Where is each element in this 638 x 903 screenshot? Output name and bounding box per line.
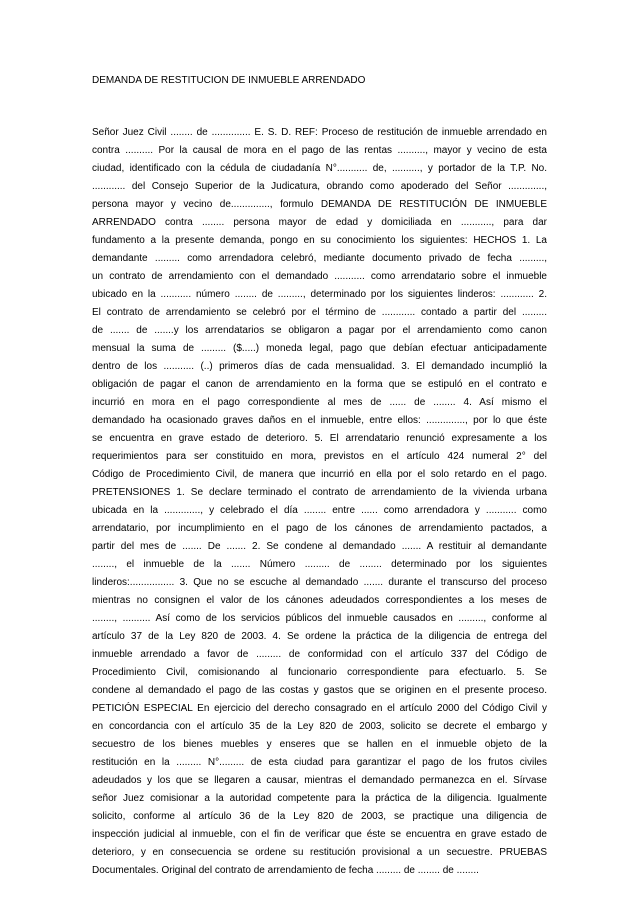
document-body-line: ............ del Consejo Superior de la Judicatura, obrando como apoderado del Señor .............,: [92, 181, 547, 192]
document-body-line: ubicado en la ........... número ........ de ........., determinado por los siguientes linderos: ............ 2.: [92, 289, 547, 300]
document-body-line: PRETENSIONES 1. Se declare terminado el contrato de arrendamiento de la vivienda urbana: [92, 487, 547, 498]
document-body-line: demandante ......... como arrendadora celebró, mediante documento privado de fecha .........,: [92, 253, 547, 264]
document-body-line: contra .......... Por la causal de mora en el pago de las rentas .........., mayor y vecino de esta: [92, 145, 547, 156]
document-body-line: adeudados y los que se llegaren a causar, mientras el demandado permanezca en el. Sírvase: [92, 775, 547, 786]
document-body-line: obligación de pagar el canon de arrendamiento en la forma que se estipuló en el contrato e: [92, 379, 547, 390]
document-body-line: persona mayor y vecino de.............., formulo DEMANDA DE RESTITUCIÓN DE INMUEBLE: [92, 199, 547, 210]
document-body-line: dentro de los ........... (..) primeros días de cada mensualidad. 3. El demandado incumplió la: [92, 361, 547, 372]
document-body-line: deterioro, y en consecuencia se ordene su restitución provisional a un secuestre. PRUEBAS: [92, 847, 547, 858]
document-body: [92, 124, 547, 880]
document-body-line: Código de Procedimiento Civil, de manera que incurrió en ella por el solo retardo en el pago.: [92, 469, 547, 480]
document-body-line: demandado ha ocasionado graves daños en el inmueble, entre ellos: .............., por lo que éste: [92, 415, 547, 426]
document-body-line: solicito, conforme al artículo 36 de la Ley 820 de 2003, se practique una diligencia de: [92, 811, 547, 822]
document-body-line: partir del mes de ....... De ....... 2. Se condene al demandado ....... A restituir al demandante: [92, 541, 547, 552]
document-body-line: ........, .......... Así como de los servicios públicos del inmueble causados en ........., conforme al: [92, 613, 547, 624]
document-body-line: ARRENDADO contra ........ persona mayor de edad y domiciliada en ..........., para dar: [92, 217, 547, 228]
document-body-line: incurrió en mora en el pago correspondiente al mes de ...... de ........ 4. Así mismo el: [92, 397, 547, 408]
document-body-line: Procedimiento Civil, comisionando al funcionario correspondiente para efectuarlo. 5. Se: [92, 667, 547, 678]
document-body-line: se encuentra en grave estado de deterioro. 5. El arrendatario renunció expresamente a los: [92, 433, 547, 444]
document-body-line: condene al demandado el pago de las costas y gastos que se originen en el presente proceso.: [92, 685, 547, 696]
document-body-line: fundamento a la presente demanda, pongo en su conocimiento los siguientes: HECHOS 1. La: [92, 235, 547, 246]
document-body-line: linderos:................ 3. Que no se escuche al demandado ....... durante el transcurso del proceso: [92, 577, 547, 588]
document-body-line: Señor Juez Civil ........ de .............. E. S. D. REF: Proceso de restitución de inmueble arrendado en: [92, 127, 547, 138]
document-body-line: restitución en la ......... N°......... de esta ciudad para garantizar el pago de los frutos civiles: [92, 757, 547, 768]
document-body-line: ciudad, identificado con la cédula de ciudadanía N°........... de, .........., y portador de la T.P. No.: [92, 163, 547, 174]
document-body-line: mensual la suma de ......... ($.....) moneda legal, pago que debían efectuar anticipadamente: [92, 343, 547, 354]
document-title: DEMANDA DE RESTITUCION DE INMUEBLE ARRENDADO: [92, 75, 366, 86]
document-body-line: ubicada en la ............., y celebrado el día ........ entre ...... como arrendadora y ........... como: [92, 505, 547, 516]
document-body-line: señor Juez comisionar a la autoridad competente para la práctica de la diligencia. Igualmente: [92, 793, 547, 804]
document-body-line: inmueble arrendado a favor de ......... de conformidad con el artículo 337 del Código de: [92, 649, 547, 660]
document-body-line: en concordancia con el artículo 35 de la Ley 820 de 2003, solicito se decrete el embargo y: [92, 721, 547, 732]
document-body-line: Documentales. Original del contrato de arrendamiento de fecha ......... de ........ de ........: [92, 865, 479, 876]
document-body-line: arrendatario, por incumplimiento en el pago de los cánones de arrendamiento pactados, a: [92, 523, 547, 534]
document-body-line: PETICIÓN ESPECIAL En ejercicio del derecho consagrado en el artículo 2000 del Código Civil y: [92, 703, 547, 714]
document-body-line: un contrato de arrendamiento con el demandado ........... como arrendatario sobre el inmueble: [92, 271, 547, 282]
document-body-line: secuestro de los bienes muebles y enseres que se hallen en el inmueble objeto de la: [92, 739, 547, 750]
document-body-line: requerimientos para ser constituido en mora, previstos en el artículo 424 numeral 2° del: [92, 451, 547, 462]
document-body-line: artículo 37 de la Ley 820 de 2003. 4. Se ordene la práctica de la diligencia de entrega del: [92, 631, 547, 642]
document-body-line: de ....... de .......y los arrendatarios se obligaron a pagar por el arrendamiento como canon: [92, 325, 547, 336]
document-body-line: inspección judicial al inmueble, con el fin de verificar que éste se encuentra en grave estado de: [92, 829, 547, 840]
document-body-line: mientras no consignen el valor de los cánones adeudados correspondientes a los meses de: [92, 595, 547, 606]
document-body-line: El contrato de arrendamiento se celebró por el término de ............ contado a partir del .........: [92, 307, 547, 318]
document-body-line: ........, el inmueble de la ....... Número ......... de ........ determinado por los siguientes: [92, 559, 547, 570]
